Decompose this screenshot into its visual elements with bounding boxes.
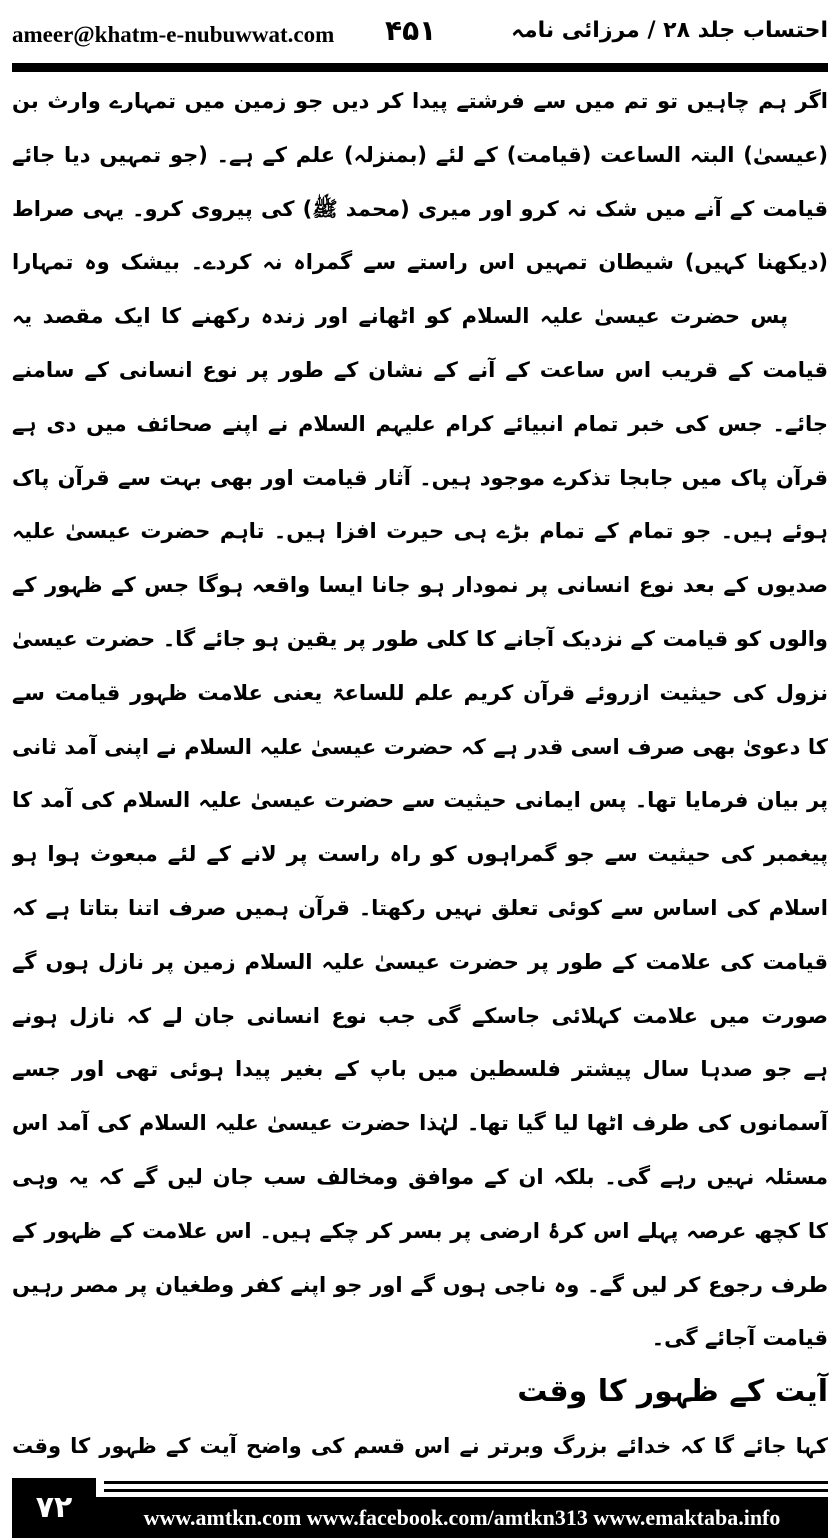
text-line: ہوئے ہیں۔ جو تمام کے تمام بڑے ہی حیرت افزا ہیں۔ تاہم حضرت عیسیٰ علیہ — [12, 519, 828, 544]
text-line: ہے جو صدہا سال پیشتر فلسطین میں باپ کے بغیر پیدا ہوئی تھی اور جسے — [12, 1057, 828, 1082]
text-line: (عیسیٰ) البتہ الساعت (قیامت) کے لئے (بمنزلہ) علم کے ہے۔ (جو تمہیں دیا جائے — [12, 142, 828, 167]
header-page-number: ۴۵۱ — [385, 14, 437, 47]
header-book-title: احتساب جلد ۲۸ / مرزائی نامہ — [511, 18, 828, 43]
paragraph-end-line: قیامت آجائے گی۔ — [651, 1326, 828, 1351]
paragraph-start-line: پس حضرت عیسیٰ علیہ السلام کو اٹھانے اور زندہ رکھنے کا ایک مقصد یہ — [12, 304, 788, 329]
header-email: ameer@khatm-e-nubuwwat.com — [12, 22, 335, 47]
text-line: کہا جائے گا کہ خدائے بزرگ وبرتر نے اس قسم کی واضح آیت کے ظہور کا وقت — [12, 1433, 828, 1458]
footer-rule — [104, 1489, 828, 1492]
header-rule — [12, 63, 828, 72]
text-line: پر بیان فرمایا تھا۔ پس ایمانی حیثیت سے حضرت عیسیٰ علیہ السلام کی آمد کا — [12, 788, 828, 813]
text-line: قیامت کے قریب اس ساعت کے آنے کے نشان کے طور پر نوع انسانی کے سامنے — [12, 357, 828, 382]
text-line: والوں کو قیامت کے نزدیک آجانے کا کلی طور پر یقین ہو جائے گا۔ حضرت عیسیٰ — [12, 626, 828, 651]
text-line: کا دعویٰ بھی صرف اسی قدر ہے کہ حضرت عیسیٰ علیہ السلام نے اپنی آمد ثانی — [12, 734, 828, 759]
text-line: مسئلہ نہیں رہے گی۔ بلکہ ان کے موافق ومخالف سب جان لیں گے کہ یہ وہی — [12, 1164, 828, 1189]
text-line: صورت میں علامت کہلائی جاسکے گی جب نوع انسانی جان لے کہ نازل ہونے — [12, 1003, 828, 1028]
text-line: پیغمبر کی حیثیت سے جو گمراہوں کو راہ راست پر لانے کے لئے مبعوث ہوا ہو — [12, 842, 828, 867]
text-line: جائے۔ جس کی خبر تمام انبیائے کرام علیہم السلام نے اپنے صحائف میں دی ہے — [12, 411, 828, 436]
text-line: آسمانوں کی طرف اٹھا لیا گیا تھا۔ لہٰذا حضرت عیسیٰ علیہ السلام کی آمد اس — [12, 1111, 828, 1136]
text-line: (دیکھنا کہیں) شیطان تمہیں اس راستے سے گمراہ نہ کردے۔ بیشک وہ تمہارا — [12, 250, 828, 275]
footer-rule — [104, 1481, 828, 1484]
text-line: اگر ہم چاہیں تو تم میں سے فرشتے پیدا کر دیں جو زمین میں تمہارے وارث بن — [12, 89, 828, 113]
text-line: نزول کی حیثیت ازروئے قرآن کریم علم للساعۃ یعنی علامت ظہور قیامت سے — [12, 680, 828, 705]
page-body — [12, 76, 828, 1471]
footer-page-number: ۷۲ — [12, 1478, 96, 1538]
text-line: صدیوں کے بعد نوع انسانی پر نمودار ہو جانا ایسا واقعہ ہوگا جس کے ظہور کے — [12, 573, 828, 598]
text-line: اسلام کی اساس سے کوئی تعلق نہیں رکھتا۔ قرآن ہمیں صرف اتنا بتاتا ہے کہ — [12, 895, 828, 920]
text-line: قیامت کی علامت کے طور پر حضرت عیسیٰ علیہ السلام زمین پر نازل ہوں گے — [12, 949, 828, 974]
text-line: کا کچھ عرصہ پہلے اس کرۂ ارضی پر بسر کر چکے ہیں۔ اس علامت کے ظہور کے — [12, 1218, 828, 1243]
footer-links: www.amtkn.com www.facebook.com/amtkn313 www.emaktaba.info — [96, 1497, 828, 1538]
text-line: قیامت کے آنے میں شک نہ کرو اور میری (محمد ﷺ) کی پیروی کرو۔ یہی صراط — [12, 196, 828, 221]
text-line: قرآن پاک میں جابجا تذکرے موجود ہیں۔ آثار قیامت اور بھی بہت سے قرآن پاک — [12, 465, 828, 490]
section-heading: آیت کے ظہور کا وقت — [517, 1374, 828, 1410]
text-line: طرف رجوع کر لیں گے۔ وہ ناجی ہوں گے اور جو اپنے کفر وطغیان پر مصر رہیں — [12, 1272, 828, 1297]
